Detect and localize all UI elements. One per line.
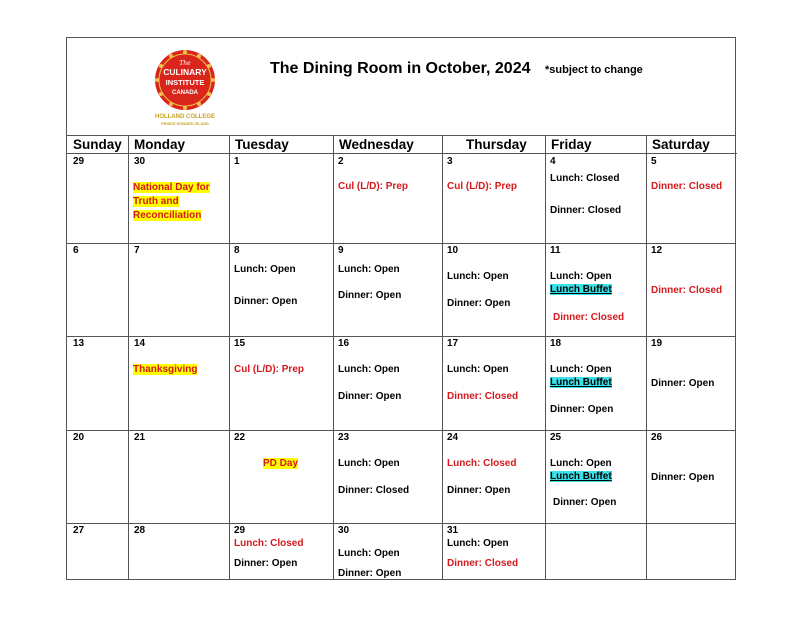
grid-line xyxy=(646,136,647,579)
lunch-status: Lunch: Open xyxy=(234,264,296,275)
buffet-label xyxy=(550,284,612,295)
lunch-status: Lunch: Open xyxy=(338,548,400,559)
grid-line xyxy=(229,136,230,579)
date-label: 3 xyxy=(447,156,453,167)
grid-line xyxy=(545,136,546,579)
grid-line xyxy=(67,243,735,244)
dinner-status: Dinner: Open xyxy=(651,378,715,389)
holiday-note: Thanksgiving xyxy=(133,364,198,375)
dinner-status: Dinner: Open xyxy=(234,558,298,569)
dinner-status: Dinner: Open xyxy=(553,497,617,508)
date-label: 30 xyxy=(134,156,146,167)
date-label: 31 xyxy=(447,525,459,536)
holiday-note: National Day for Truth and Reconciliation xyxy=(133,182,210,221)
lunch-buffet-tag: Lunch Buffet xyxy=(550,284,612,295)
lunch-status: Lunch: Closed xyxy=(550,173,620,184)
date-label: 12 xyxy=(651,245,663,256)
date-label: 6 xyxy=(73,245,79,256)
day-header-friday: Friday xyxy=(545,136,646,154)
date-label: 20 xyxy=(73,432,85,443)
buffet-label xyxy=(550,377,612,388)
date-label: 23 xyxy=(338,432,350,443)
lunch-status: Lunch: Open xyxy=(447,538,509,549)
calendar-frame xyxy=(66,37,736,580)
calendar-header xyxy=(67,38,735,136)
date-label: 2 xyxy=(338,156,344,167)
lunch-status: Lunch: Open xyxy=(550,458,612,469)
date-label: 22 xyxy=(234,432,246,443)
date-label: 7 xyxy=(134,245,140,256)
holiday-label xyxy=(133,364,197,375)
dinner-status: Dinner: Open xyxy=(447,485,511,496)
date-label: 24 xyxy=(447,432,459,443)
lunch-status: Lunch: Open xyxy=(550,271,612,282)
date-label: 5 xyxy=(651,156,657,167)
logo-pei: PRINCE EDWARD ISLAND xyxy=(161,122,209,126)
grid-line xyxy=(67,336,735,337)
date-label: 16 xyxy=(338,338,350,349)
date-label: 14 xyxy=(134,338,146,349)
date-label: 21 xyxy=(134,432,146,443)
date-label: 17 xyxy=(447,338,459,349)
date-label: 26 xyxy=(651,432,663,443)
dinner-status: Dinner: Closed xyxy=(651,285,723,296)
lunch-status: Lunch: Open xyxy=(550,364,612,375)
dinner-status: Dinner: Closed xyxy=(553,312,625,323)
logo-canada: CANADA xyxy=(172,90,198,96)
prep-note: Cul (L/D): Prep xyxy=(234,364,304,375)
dinner-status: Dinner: Open xyxy=(447,298,511,309)
buffet-label xyxy=(550,471,612,482)
dinner-status: Dinner: Closed xyxy=(550,205,622,216)
day-header-sunday: Sunday xyxy=(67,136,128,154)
dinner-status: Dinner: Closed xyxy=(447,558,519,569)
subject-to-change-note: *subject to change xyxy=(545,64,643,76)
lunch-status: Lunch: Open xyxy=(447,364,509,375)
date-label: 13 xyxy=(73,338,85,349)
dinner-status: Dinner: Open xyxy=(234,296,298,307)
date-label: 29 xyxy=(234,525,246,536)
dinner-status: Dinner: Closed xyxy=(447,391,519,402)
grid-line xyxy=(67,430,735,431)
grid-line xyxy=(333,136,334,579)
grid-line xyxy=(67,523,735,524)
lunch-status: Lunch: Closed xyxy=(447,458,517,469)
day-header-thursday: Thursday xyxy=(442,136,545,154)
date-label: 15 xyxy=(234,338,246,349)
lunch-status: Lunch: Open xyxy=(447,271,509,282)
date-label: 10 xyxy=(447,245,459,256)
prep-note: Cul (L/D): Prep xyxy=(338,181,408,192)
date-label: 4 xyxy=(550,156,556,167)
logo-the: The xyxy=(179,60,191,67)
dinner-status: Dinner: Open xyxy=(338,568,402,579)
date-label: 28 xyxy=(134,525,146,536)
date-label: 29 xyxy=(73,156,85,167)
event-label xyxy=(133,181,223,223)
logo-culinary: CULINARY xyxy=(163,67,207,77)
lunch-status: Lunch: Open xyxy=(338,364,400,375)
date-label: 8 xyxy=(234,245,240,256)
lunch-buffet-tag: Lunch Buffet xyxy=(550,471,612,482)
culinary-institute-logo xyxy=(151,48,219,128)
day-header-tuesday: Tuesday xyxy=(229,136,333,154)
date-label: 27 xyxy=(73,525,85,536)
dinner-status: Dinner: Closed xyxy=(651,181,723,192)
pd-day-note: PD Day xyxy=(263,458,299,469)
date-label: 18 xyxy=(550,338,562,349)
logo-institute: INSTITUTE xyxy=(165,78,205,87)
logo-holland-college: HOLLAND COLLEGE xyxy=(155,114,215,120)
lunch-status: Lunch: Closed xyxy=(234,538,304,549)
prep-note: Cul (L/D): Prep xyxy=(447,181,517,192)
date-label: 11 xyxy=(550,245,561,256)
dinner-status: Dinner: Open xyxy=(338,290,402,301)
date-label: 9 xyxy=(338,245,344,256)
dinner-status: Dinner: Open xyxy=(338,391,402,402)
lunch-buffet-tag: Lunch Buffet xyxy=(550,377,612,388)
date-label: 19 xyxy=(651,338,663,349)
page-title: The Dining Room in October, 2024 xyxy=(270,60,531,77)
dinner-status: Dinner: Closed xyxy=(338,485,410,496)
date-label: 30 xyxy=(338,525,350,536)
dinner-status: Dinner: Open xyxy=(550,404,614,415)
day-header-saturday: Saturday xyxy=(646,136,737,154)
grid-line xyxy=(442,136,443,579)
lunch-status: Lunch: Open xyxy=(338,458,400,469)
day-header-monday: Monday xyxy=(128,136,229,154)
date-label: 1 xyxy=(234,156,240,167)
pd-day-label xyxy=(263,458,298,469)
lunch-status: Lunch: Open xyxy=(338,264,400,275)
dinner-status: Dinner: Open xyxy=(651,472,715,483)
grid-line xyxy=(128,136,129,579)
day-header-wednesday: Wednesday xyxy=(333,136,442,154)
date-label: 25 xyxy=(550,432,562,443)
